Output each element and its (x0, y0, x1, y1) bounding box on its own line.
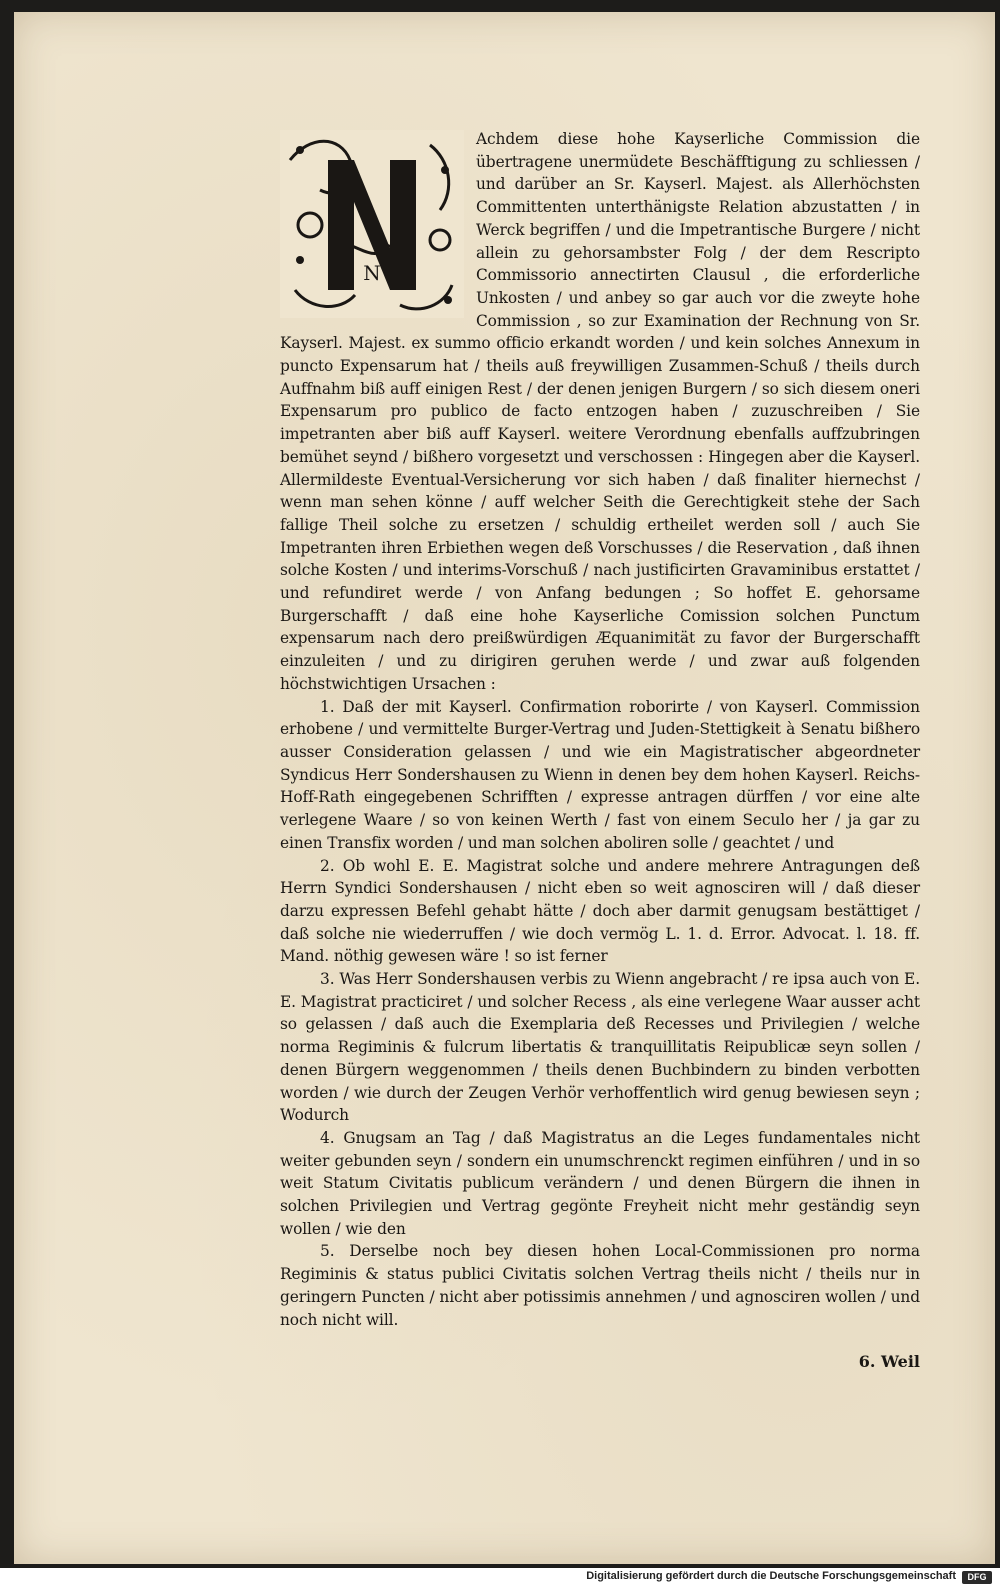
footer (0, 1568, 1000, 1588)
initial-letter: N (363, 261, 381, 285)
decorated-initial (280, 130, 464, 318)
body-text (280, 128, 920, 1331)
paragraph-4: 4. Gnugsam an Tag / daß Magistratus an die Leges fundamentales nicht weiter gebunden seyn / sondern ein unumschrenckt regimen einführen / und in so weit Statum Civitatis publicum verändern / und denen Bürgern die ihnen in solchen Privilegien und Vertrag gegönte Freyheit nicht mehr geständig seyn wollen / wie den (280, 1128, 920, 1238)
paragraph-2: 2. Ob wohl E. E. Magistrat solche und andere mehrere Antragungen deß Herrn Syndici Sondershausen / nicht eben so weit agnosciren will / daß dieser darzu expressen Befehl gehabt hätte / doch aber darmit genugsam bestättiget / daß solche nie wiederruffen / wie doch vermög L. 1. d. Error. Advocat. l. 18. ff. Mand. nöthig gewesen wäre ! so ist ferner (280, 856, 920, 966)
paragraph-3: 3. Was Herr Sondershausen verbis zu Wienn angebracht / re ipsa auch von E. E. Magistrat practiciret / und solcher Recess , als eine verlegene Waar ausser acht so gelassen / daß auch die Exemplaria deß Recesses und Privilegien / welche norma Regiminis & fulcrum libertatis & tranquillitatis Reipublicæ seyn sollen / denen Bürgern weggenommen / theils denen Buchbindern zu binden verbotten worden / wie durch der Zeugen Verhör verhoffentlich wird genug bewiesen seyn ; Wodurch (280, 970, 920, 1125)
paragraph-5: 5. Derselbe noch bey diesen hohen Local-Commissionen pro norma Regiminis & status publici Civitatis solchen Vertrag theils nicht / theils nur in geringern Puncten / nicht aber potissimis annehmen / und agnosciren wollen / und noch nicht will. (280, 1242, 920, 1329)
paragraph-intro: Achdem diese hohe Kayserliche Commission die übertragene unermüdete Beschäfftigung zu schliessen / und darüber an Sr. Kayserl. Majest. als Allerhöchsten Committenten unterthänigste Relation abzustatten / in Werck begriffen / und die Impetrantische Burgere / nicht allein zu gehorsambster Folg / der dem Rescripto Commissorio annectirten Clausul , die erforderliche Unkosten / und anbey so gar auch vor die zweyte hohe Commission , so zur Examination der Rechnung von Sr. Kayserl. Majest. ex summo officio erkandt worden / und kein solches Annexum in puncto Expensarum hat / theils auß freywilligen Zusammen-Schuß / theils durch Auffnahm biß auff einigen Rest / der denen jenigen Burgern / so sich diesem oneri Expensarum pro publico de facto entzogen haben / zuzuschreiben / Sie impetranten aber biß auff Kayserl. weitere Verordnung ebenfalls auffzubringen bemühet seynd / bißhero vorgesetzt und verschossen : Hingegen aber die Kayserl. Allermildeste Eventual-Versicherung vor sich haben / daß finaliter hiernechst / wenn man sehen könne / auff welcher Seith die Gerechtigkeit stehe der Sach fallige Theil solche zu ersetzen / schuldig ertheilet werden soll / auch Sie Impetranten ihren Erbiethen wegen deß Vorschusses / die Reservation , daß ihnen solche Kosten / und interims-Vorschuß / nach justificirten Gravaminibus erstattet / und refundiret werde / von Anfang bedungen ; So hoffet E. gehorsame Burgerschafft / daß eine hohe Kayserliche Comission solchen Punctum expensarum nach dero preißwürdigen Æquanimität zu favor der Burgerschafft einzuleiten / und zu dirigiren geruhen werde / und zwar auß folgenden höchstwichtigen Ursachen : (280, 130, 920, 693)
footer-credit: Digitalisierung gefördert durch die Deutsche Forschungsgemeinschaft (586, 1570, 956, 1582)
paragraph-1: 1. Daß der mit Kayserl. Confirmation roborirte / von Kayserl. Commission erhobene / und vermittelte Burger-Vertrag und Juden-Stettigkeit à Senatu bißhero ausser Consideration gelassen / und wie ein Magistratischer abgeordneter Syndicus Herr Sondershausen zu Wienn in denen bey dem hohen Kayserl. Reichs-Hoff-Rath eingegebenen Schrifften / expresse antragen dürffen / vor eine alte verlegene Waare / so von keinen Werth / fast von einem Seculo her / ja gar zu einen Transfix worden / und man solchen aboliren solle / geachtet / und (280, 697, 920, 852)
dfg-logo-icon: DFG (962, 1571, 992, 1584)
catchword: 6. Weil (858, 1352, 920, 1371)
